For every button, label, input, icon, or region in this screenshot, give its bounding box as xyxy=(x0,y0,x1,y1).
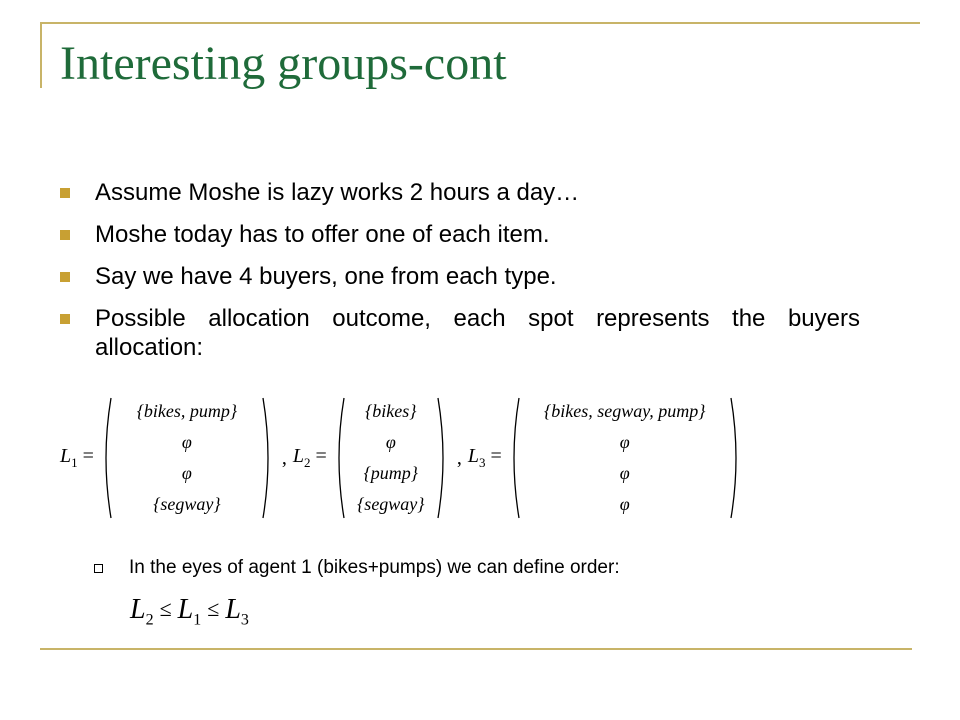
hollow-square-bullet-icon xyxy=(94,564,103,573)
bullet-text: Assume Moshe is lazy works 2 hours a day… xyxy=(95,179,580,206)
bullet-item xyxy=(60,304,860,362)
bullet-item xyxy=(60,178,860,207)
left-paren-icon xyxy=(333,397,345,519)
matrix-cell: {bikes} xyxy=(365,400,417,421)
comma: , xyxy=(456,446,462,469)
matrix-cell: {bikes, pump} xyxy=(136,400,238,421)
bottom-frame-line xyxy=(40,648,912,650)
matrix-label-l1: $L_1$ = xyxy=(60,445,94,470)
bullet-text: Possible allocation outcome, each spot represents the buyers allocation: xyxy=(95,305,860,361)
left-paren-icon xyxy=(100,397,112,519)
sub-bullet-item xyxy=(94,556,620,580)
matrix-cell: φ xyxy=(385,431,396,452)
matrix-cell: φ xyxy=(619,431,630,452)
square-bullet-icon xyxy=(60,230,70,240)
matrix-label-l2: $L_2$ = xyxy=(292,445,327,470)
matrix-label-l3: $L_3$ = xyxy=(467,445,502,470)
matrix-cell: φ xyxy=(619,462,630,483)
matrix-cell: {pump} xyxy=(363,462,419,483)
matrix-cell: {bikes, segway, pump} xyxy=(544,400,706,421)
bullet-text: Moshe today has to offer one of each item. xyxy=(95,221,550,248)
bullet-text: Say we have 4 buyers, one from each type. xyxy=(95,263,557,290)
right-paren-icon xyxy=(262,397,274,519)
slide-title: Interesting groups-cont xyxy=(60,37,507,90)
left-frame-line xyxy=(40,22,42,88)
matrix-cell: φ xyxy=(619,493,630,514)
square-bullet-icon xyxy=(60,272,70,282)
order-expression: $L_2 \le L_1 \le L_3$ xyxy=(130,594,249,629)
matrix-cell: {segway} xyxy=(153,493,221,514)
right-paren-icon xyxy=(437,397,449,519)
top-frame-line xyxy=(40,22,920,24)
bullet-list xyxy=(60,178,860,375)
allocation-equations xyxy=(60,396,742,520)
matrix-l1 xyxy=(112,396,262,520)
left-paren-icon xyxy=(508,397,520,519)
matrix-l3 xyxy=(520,396,730,520)
square-bullet-icon xyxy=(60,314,70,324)
square-bullet-icon xyxy=(60,188,70,198)
bullet-item xyxy=(60,220,860,249)
matrix-l2 xyxy=(345,396,437,520)
bullet-item xyxy=(60,262,860,291)
matrix-cell: φ xyxy=(181,431,192,452)
matrix-cell: φ xyxy=(181,462,192,483)
right-paren-icon xyxy=(730,397,742,519)
comma: , xyxy=(281,446,287,469)
matrix-cell: {segway} xyxy=(357,493,425,514)
sub-bullet-text: In the eyes of agent 1 (bikes+pumps) we can define order: xyxy=(129,557,620,578)
